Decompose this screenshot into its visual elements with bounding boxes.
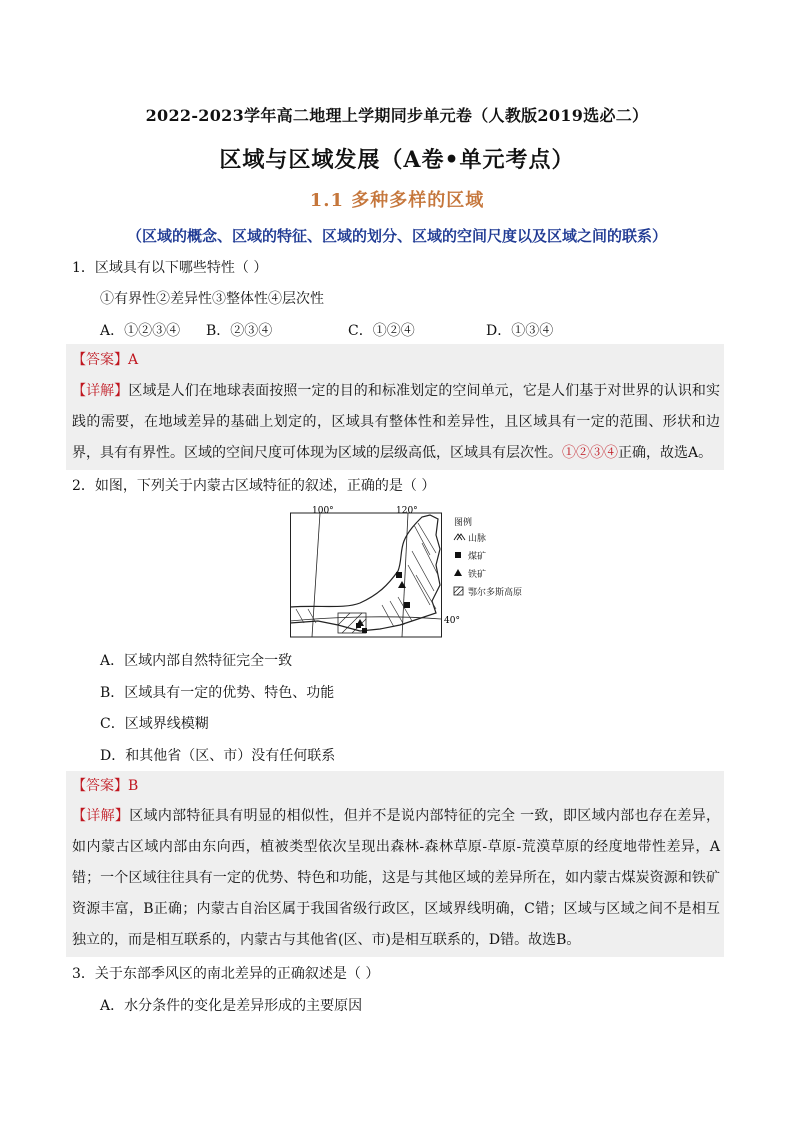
q2-option-b: B．区域具有一定的优势、特色、功能: [100, 685, 335, 701]
q2-option-c: C．区域界线模糊: [100, 716, 209, 732]
q1-detail-text: 区域是人们在地球表面按照一定的目的和标准划定的空间单元，它是人们基于对世界的认识和实践的需要，在地域差异的基础上划定的，区域具有整体性和差异性，且区域具有一定的范围、形状和边界，具有有界性。区域的空间尺度可体现为区域的层级高低，区域具有层次性。: [72, 383, 721, 461]
q1-detail-label: 【详解】: [72, 383, 129, 399]
q2-detail-label: 【详解】: [72, 808, 130, 824]
section-title: 1.1 多种多样的区域: [309, 190, 485, 211]
legend-mountain: 山脉: [468, 534, 487, 544]
q1-detail-end: 正确，故选A。: [618, 445, 713, 461]
lon-label-left: 100°: [312, 506, 334, 516]
lat-label: 40°: [444, 616, 460, 626]
q1-option-d: D．①③④: [486, 323, 554, 339]
q2-answer-label: 【答案】: [72, 778, 128, 794]
q1-answer-box: [66, 344, 724, 470]
q2-stem: 2．如图，下列关于内蒙古区域特征的叙述，正确的是（ ）: [72, 478, 436, 494]
legend-coal: 煤矿: [468, 552, 487, 562]
q1-option-b: B．②③④: [206, 323, 273, 339]
q2-option-a: A．区域内部自然特征完全一致: [100, 653, 293, 669]
legend-coal-icon: [455, 552, 461, 558]
q2-option-d: D．和其他省（区、市）没有任何联系: [100, 748, 336, 764]
inner-mongolia-map: [290, 505, 540, 638]
q1-answer-label: 【答案】: [72, 352, 128, 368]
q1-stem: 1．区域具有以下哪些特性（ ）: [72, 260, 268, 276]
q1-answer: [72, 350, 138, 370]
q2-detail-text: 区域内部特征具有明显的相似性，但并不是说内部特征的完全 一致，即区域内部也存在差异，如内蒙古区域内部由东向西，植被类型依次呈现出森林-森林草原-草原-荒漠草原的经度地带性差异，A错；一个区域往往具有一定的优势、特色和功能，这是与其他区域的差异所在，如内蒙古煤炭资源和铁矿资源丰富，B正确；内蒙古自治区属于我国省级行政区，区域界线明确，C错；区域与区域之间不是相互独立的，而是相互联系的，内蒙古与其他省(区、市)是相互联系的，D错。故选B。: [72, 808, 721, 948]
q1-items: ①有界性②差异性③整体性④层次性: [100, 291, 324, 307]
legend-title: 图例: [454, 518, 473, 528]
q2-answer-box: [66, 771, 724, 957]
q2-answer: [72, 776, 138, 796]
exam-title: 2022-2023学年高二地理上学期同步单元卷（人教版2019选必二）: [145, 106, 649, 125]
q3-option-a: A．水分条件的变化是差异形成的主要原因: [100, 998, 363, 1014]
q3-stem: 3．关于东部季风区的南北差异的正确叙述是（ ）: [72, 966, 380, 982]
legend-ordos: 鄂尔多斯高原: [468, 588, 523, 598]
section-scope: （区域的概念、区域的特征、区域的划分、区域的空间尺度以及区域之间的联系）: [126, 227, 667, 245]
q2-answer-value: B: [128, 778, 139, 794]
q1-detail-highlight: ①②③④: [562, 445, 618, 461]
q2-detail: [72, 801, 720, 956]
legend-iron-icon: [454, 569, 462, 576]
q1-answer-value: A: [128, 352, 139, 368]
q1-detail: [72, 376, 720, 469]
legend-iron: 铁矿: [468, 570, 487, 580]
lon-label-right: 120°: [396, 506, 418, 516]
unit-title: 区域与区域发展（A卷•单元考点）: [219, 147, 575, 173]
q1-option-c: C．①②④: [348, 323, 415, 339]
map-legend: [454, 516, 522, 598]
q1-option-a: A．①②③④: [100, 323, 181, 339]
legend-mountain-icon: [454, 534, 465, 540]
